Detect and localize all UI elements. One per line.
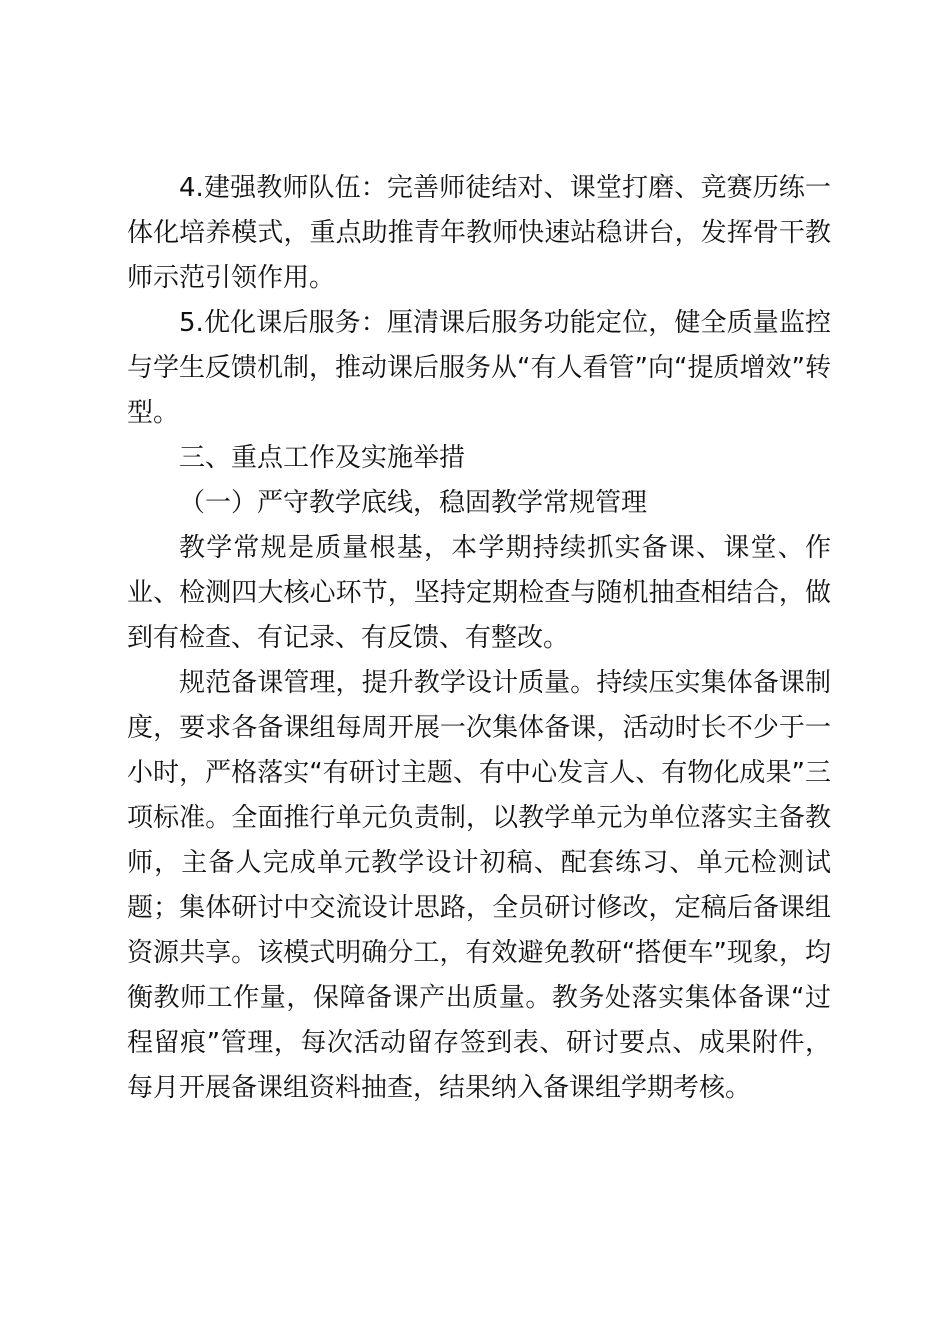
subsection-heading: （一）严守教学底线，稳固教学常规管理	[179, 488, 648, 518]
section-heading: 三、重点工作及实施举措	[179, 443, 466, 473]
paragraph-goal-5: 5.优化课后服务：厘清课后服务功能定位，健全质量监控与学生反馈机制，推动课后服务从“有人看管”向“提质增效”转型。	[127, 308, 831, 428]
paragraph-goal-4: 4.建强教师队伍：完善师徒结对、课堂打磨、竞赛历练一体化培养模式，重点助推青年教师快速站稳讲台，发挥骨干教师示范引领作用。	[127, 173, 831, 293]
paragraph-routine-intro: 教学常规是质量根基，本学期持续抓实备课、课堂、作业、检测四大核心环节，坚持定期检查与随机抽查相结合，做到有检查、有记录、有反馈、有整改。	[127, 533, 831, 653]
paragraph-lesson-prep: 规范备课管理，提升教学设计质量。持续压实集体备课制度，要求各备课组每周开展一次集体备课，活动时长不少于一小时，严格落实“有研讨主题、有中心发言人、有物化成果”三项标准。全面推行单元负责制，以教学单元为单位落实主备教师，主备人完成单元教学设计初稿、配套练习、单元检测试题；集体研讨中交流设计思路，全员研讨修改，定稿后备课组资源共享。该模式明确分工，有效避免教研“搭便车”现象，均衡教师工作量，保障备课产出质量。教务处落实集体备课“过程留痕”管理，每次活动留存签到表、研讨要点、成果附件，每月开展备课组资料抽查，结果纳入备课组学期考核。	[127, 668, 831, 1103]
document-body	[127, 166, 831, 1111]
